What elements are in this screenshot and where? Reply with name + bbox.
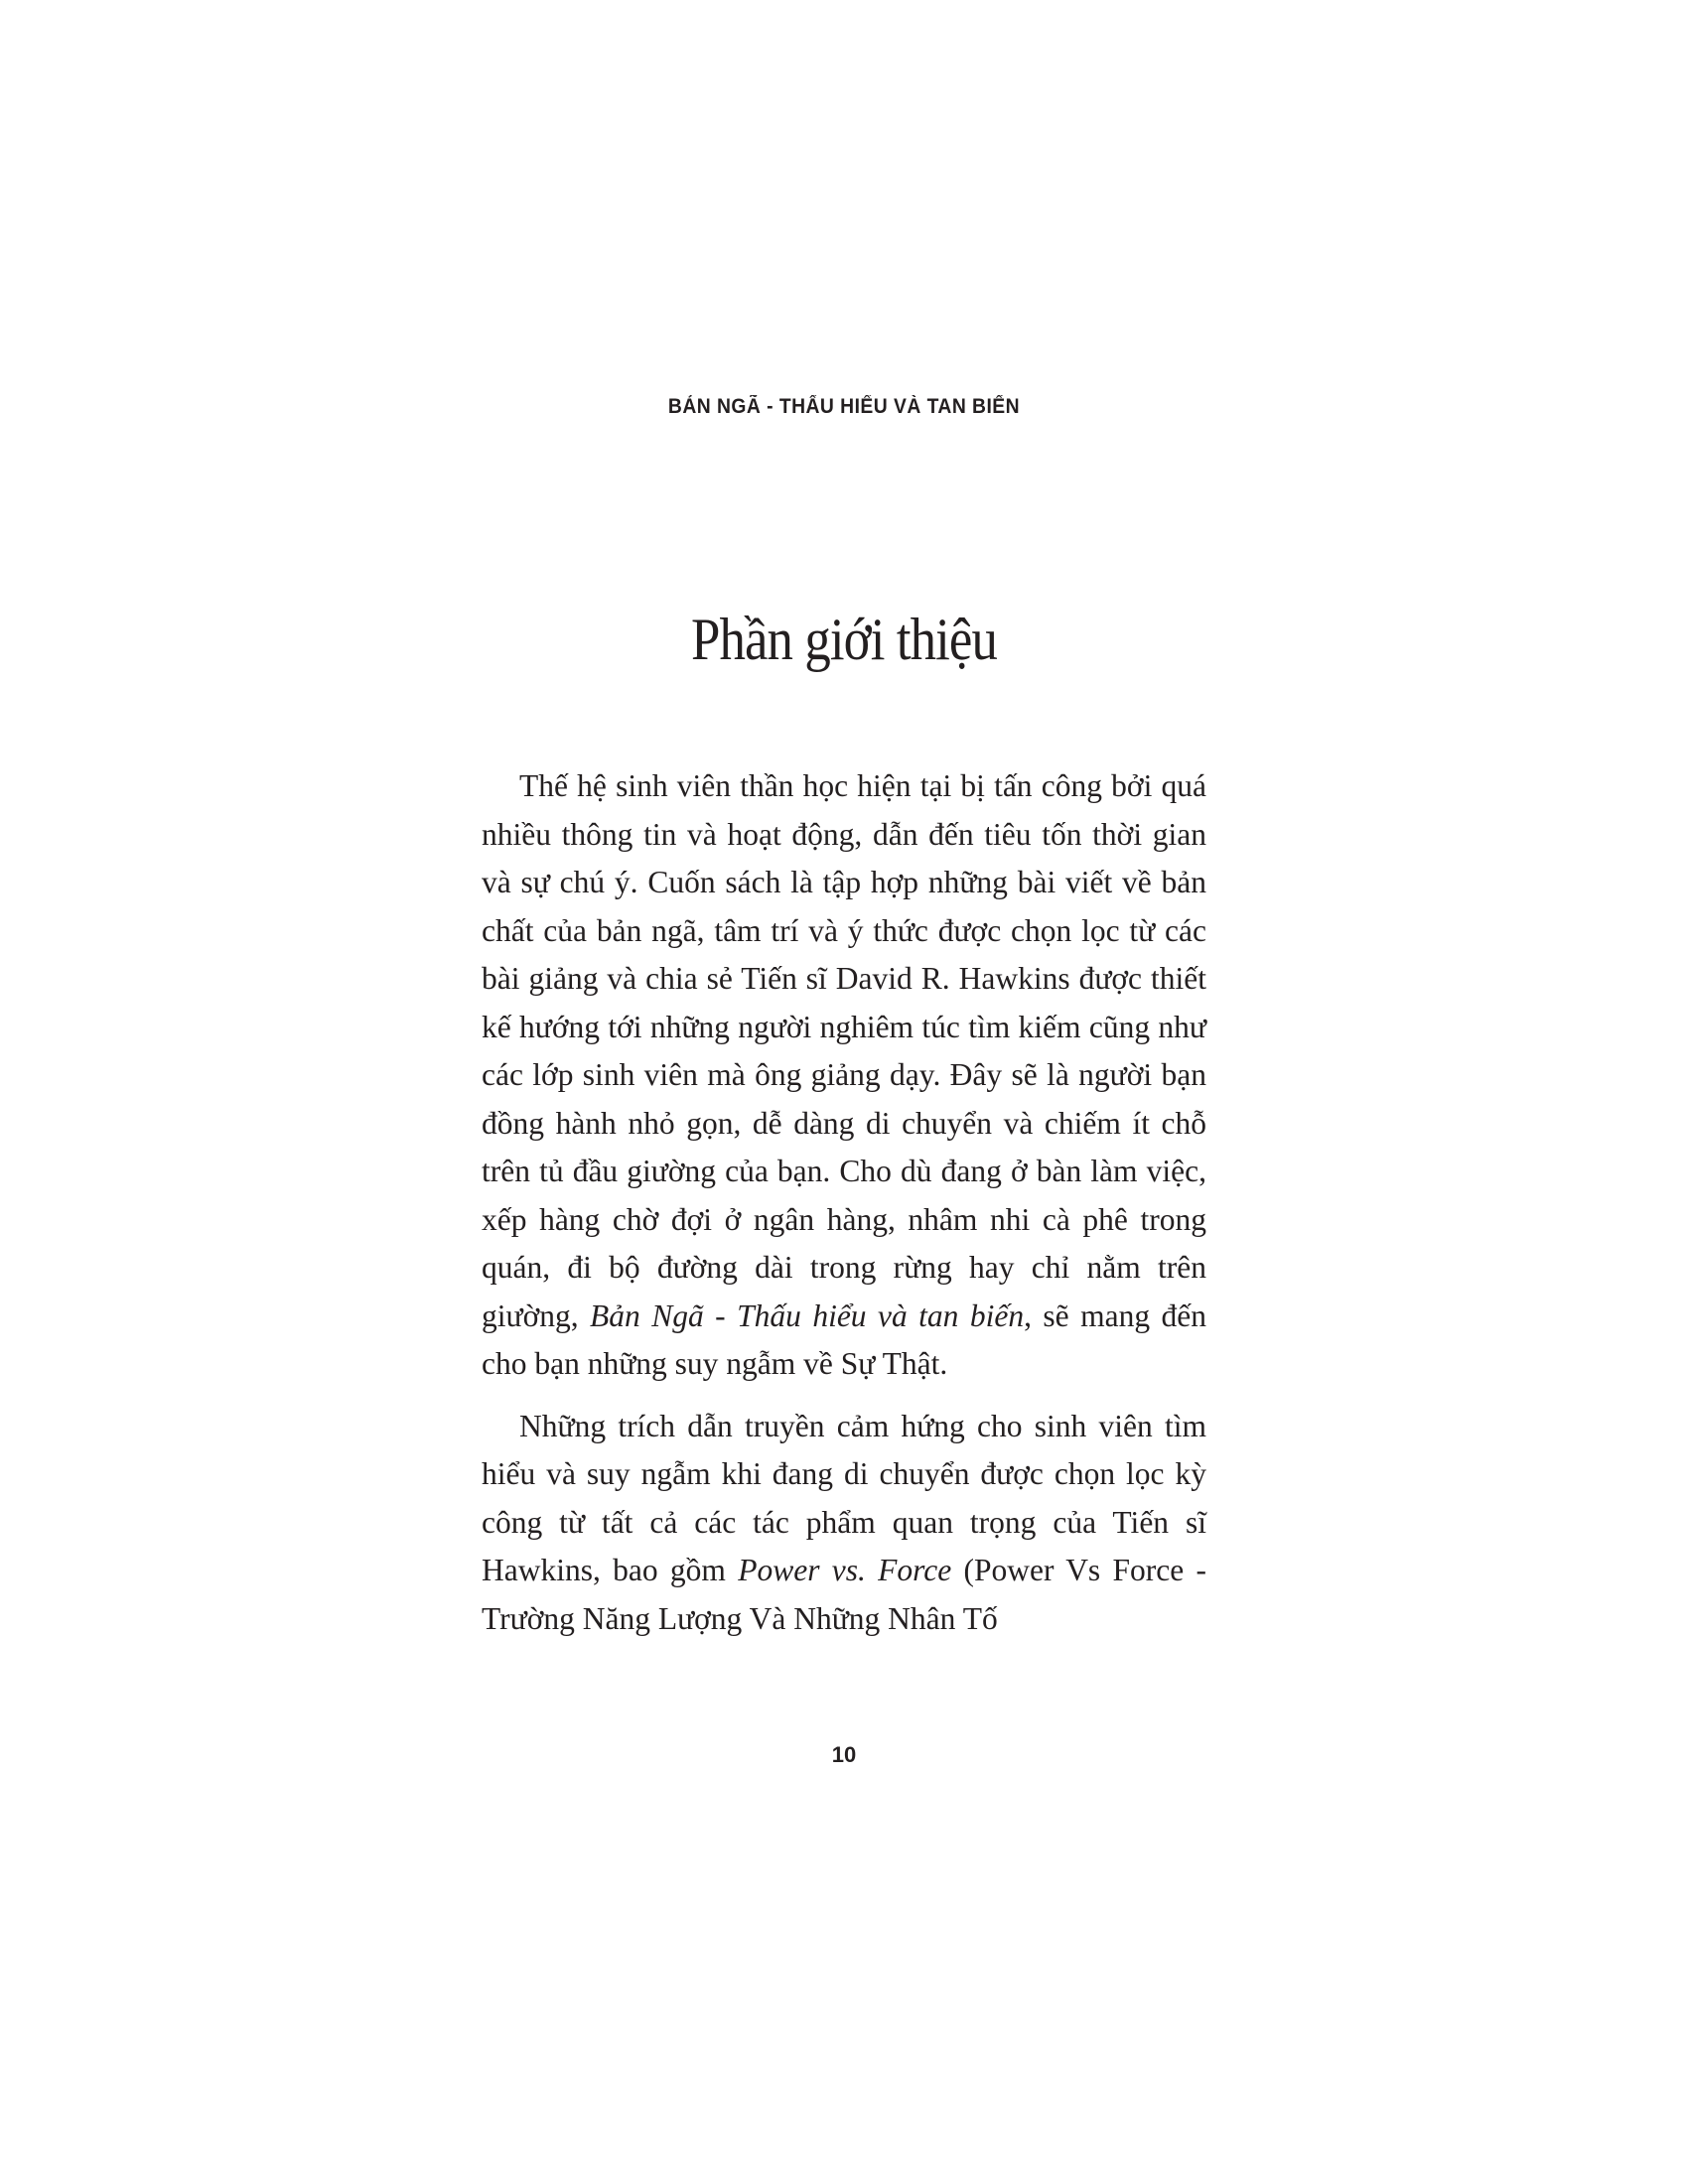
paragraph-2 — [482, 1403, 1206, 1644]
page-number: 10 — [831, 1742, 857, 1767]
paragraph-1-text-start: Thế hệ sinh viên thần học hiện tại bị tấn công bởi quá nhiều thông tin và hoạt động, dẫn đến tiêu tốn thời gian và sự chú ý. Cuốn sách là tập hợp những bài viết về bản chất của bản ngã, tâm trí và ý thức được chọn lọc từ các bài giảng và chia sẻ Tiến sĩ David R. Hawkins được thiết kế hướng tới những người nghiêm túc tìm kiếm cũng như các lớp sinh viên mà ông giảng dạy. Đây sẽ là người bạn đồng hành nhỏ gọn, dễ dàng di chuyển và chiếm ít chỗ trên tủ đầu giường của bạn. Cho dù đang ở bàn làm việc, xếp hàng chờ đợi ở ngân hàng, nhâm nhi cà phê trong quán, đi bộ đường dài trong rừng hay chỉ nằm trên giường, — [482, 768, 1206, 1333]
chapter-title: Phần giới thiệu — [690, 607, 998, 672]
cited-work-italic: Power vs. Force — [738, 1553, 952, 1587]
body-text — [482, 762, 1206, 1657]
paragraph-2-text-start: Những trích dẫn truyền cảm hứng cho sinh viên tìm hiểu và suy ngẫm khi đang di chuyển được chọn lọc kỳ công từ tất cả các tác phẩm quan trọng của Tiến sĩ Hawkins, bao gồm — [482, 1408, 1206, 1587]
book-title-italic: Bản Ngã - Thấu hiểu và tan biến — [590, 1297, 1025, 1333]
paragraph-1 — [482, 762, 1206, 1389]
running-header: BẢN NGÃ - THẤU HIỂU VÀ TAN BIẾN — [667, 395, 1021, 418]
paragraph-2-text-end: (Power Vs Force - Trường Năng Lượng Và Những Nhân Tố — [482, 1553, 1206, 1636]
paragraph-1-text-end: , sẽ mang đến cho bạn những suy ngẫm về Sự Thật. — [482, 1297, 1206, 1381]
